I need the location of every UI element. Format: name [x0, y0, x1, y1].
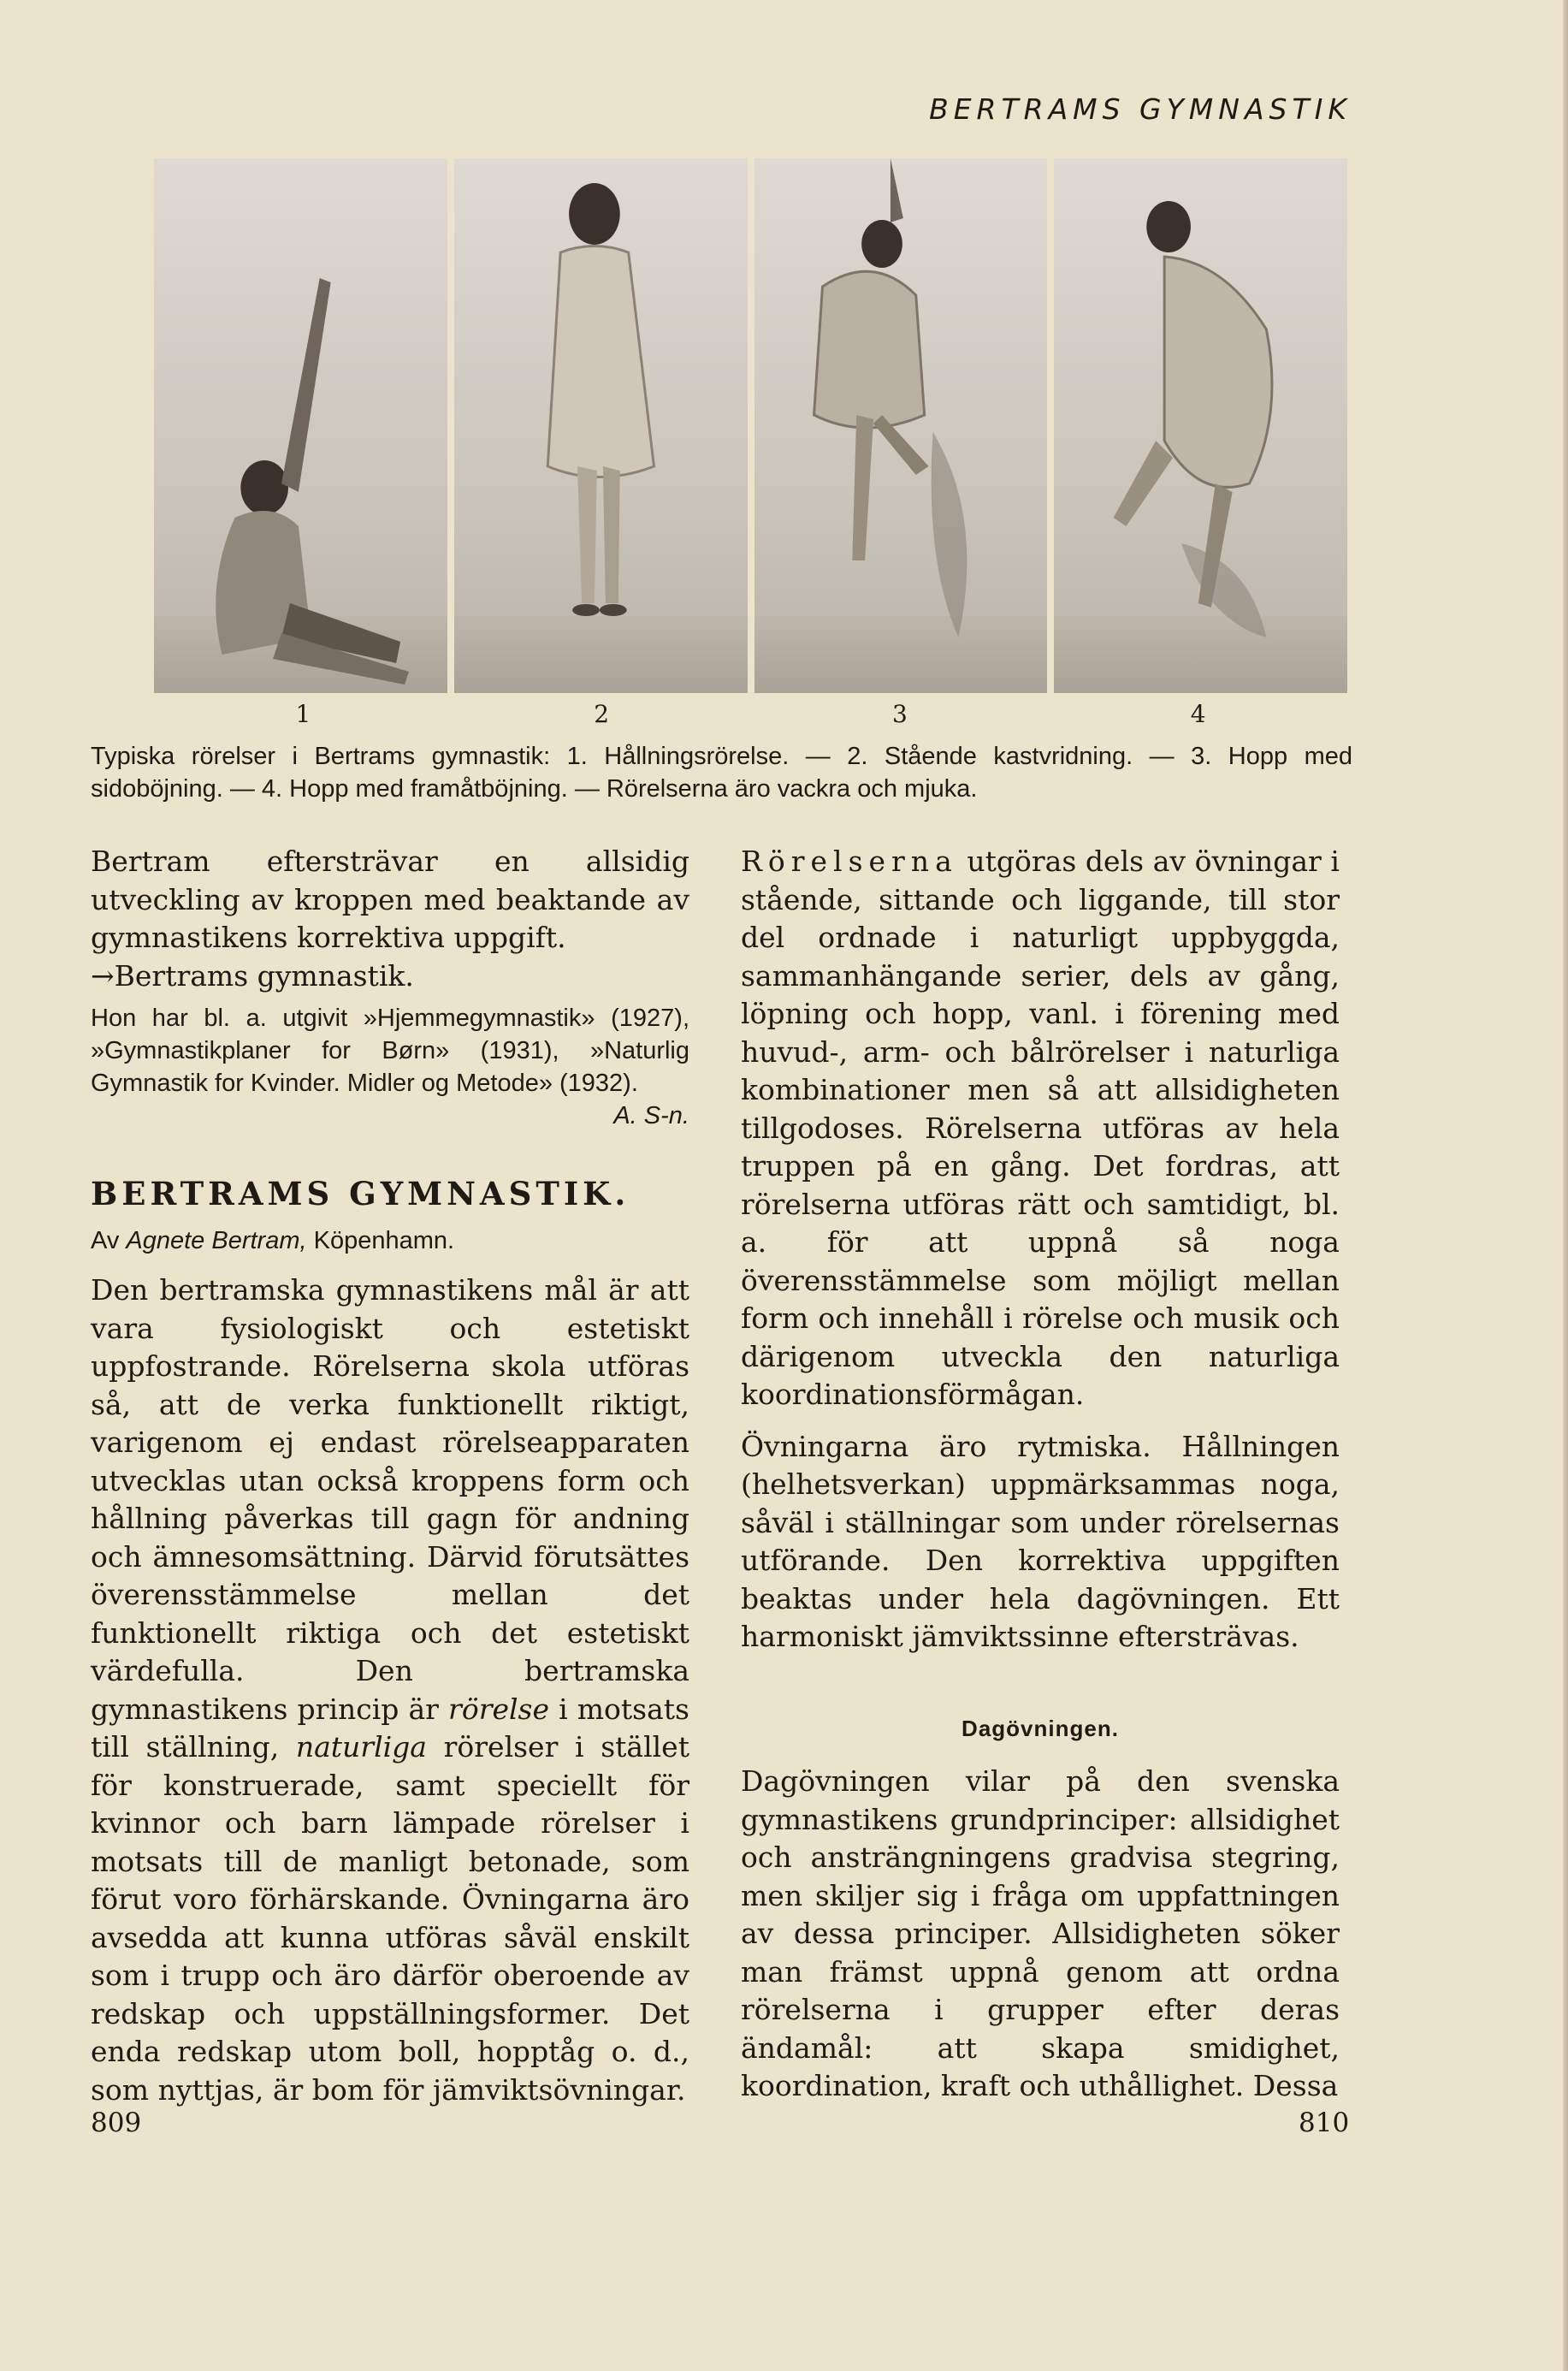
photo-strip [154, 158, 1347, 693]
movements-text: utgöras dels av övningar i stående, sittande och liggande, till stor del ordnade i naturligt uppbyggda, sammanhängande serier, dels av gång, löpning och hopp, vanl. i förening med huvud-, arm- och bålrörelser i naturliga kombinationer men så att allsidigheten tillgodoses. Rörelserna utföras av hela truppen på en gång. Det fordras, att rörelserna utföras rätt och samtidigt, bl. a. för att uppnå så noga överensstämmelse som möjligt mellan form och innehåll i rörelse och musik och därigenom utveckla den naturliga koordinationsförmågan. [741, 845, 1340, 1411]
jumping-figure-illustration [754, 158, 1048, 693]
byline-author: Agnete Bertram, [126, 1226, 307, 1254]
crossref-link[interactable]: →Bertrams gymnastik. [91, 958, 414, 993]
photo-number-4: 4 [1190, 700, 1206, 728]
body-text-2: i motsats till ställning, [91, 1692, 689, 1763]
photo-number-3: 3 [891, 700, 908, 728]
page-edge [1563, 0, 1568, 2371]
photo-caption: Typiska rörelser i Bertrams gymnastik: 1. Hållningsrörelse. — 2. Stående kastvridning. — 3. Hopp med sidoböjning. — 4. Hopp med framåtböjning. — Rörelserna äro vackra och mjuka. [91, 743, 1352, 803]
byline [91, 1222, 689, 1260]
movements-paragraph [741, 843, 1340, 1414]
seated-figure-illustration [154, 158, 447, 693]
body-paragraph [91, 1271, 689, 2109]
byline-prefix: Av [91, 1226, 120, 1254]
running-head: BERTRAMS GYMNASTIK [929, 92, 1352, 126]
section-subhead: Dagövningen. [962, 1715, 1119, 1741]
byline-place: Köpenhamn. [313, 1226, 455, 1254]
intro-paragraph: Bertram eftersträvar en allsidig utveckling av kroppen med beaktande av gymnastikens korrektiva uppgift. [91, 845, 689, 954]
works-paragraph: Hon har bl. a. utgivit »Hjemmegymnastik» (1927), »Gymnastikplaner for Børn» (1931), »Naturlig Gymnastik for Kvinder. Midler og Metode» (1932). [91, 1005, 689, 1097]
body-emphasis-rorelse: rörelse [448, 1692, 550, 1726]
lead-word: Rörelserna [741, 845, 958, 878]
rhythm-paragraph: Övningarna äro rytmiska. Hållningen (helhetsverkan) uppmärksammas noga, såväl i ställningar som under rörelsernas utförande. Den korrektiva uppgiften beaktas under hela dagövningen. Ett harmoniskt jämviktssinne eftersträvas. [741, 1429, 1340, 1653]
body-emphasis-naturliga: naturliga [295, 1730, 427, 1763]
article-title: BERTRAMS GYMNASTIK. [91, 1175, 630, 1212]
left-column [91, 843, 689, 2109]
jumping-forward-figure-illustration [1054, 158, 1347, 693]
standing-figure-illustration [454, 158, 748, 693]
signature-row [91, 1100, 689, 1132]
signature: A. S-n. [613, 1102, 689, 1129]
photo-4-jumping-forward-figure [1054, 158, 1347, 693]
photo-2-standing-figure [454, 158, 748, 693]
photo-number-2: 2 [594, 700, 610, 728]
page-number-left: 809 [91, 2107, 142, 2138]
photo-3-jumping-figure [754, 158, 1048, 693]
right-column [741, 843, 1340, 2106]
photo-numbers [154, 700, 1347, 734]
body-text-3: rörelser i stället för konstruerade, samt speciellt för kvinnor och barn lämpade rörelser i motsats till de manligt betonade, som förut voro förhärskande. Övningarna äro avsedda att kunna utföras såväl enskilt som i trupp och äro därför oberoende av redskap och uppställningsformer. Det enda redskap utom boll, hopptåg o. d., som nyttjas, är bom för jämviktsövningar. [91, 1730, 689, 2107]
body-text-1: Den bertramska gymnastikens mål är att vara fysiologiskt och estetiskt uppfostrande. Rörelserna skola utföras så, att de verka funktionellt riktigt, varigenom ej endast rörelseapparaten utvecklas utan också kroppens form och hållning påverkas till gagn för andning och ämnesomsättning. Därvid förutsättes överensstämmelse mellan det funktionellt riktiga och det estetiskt värdefulla. Den bertramska gymnastikens princip är [91, 1273, 689, 1726]
photo-number-1: 1 [295, 700, 311, 728]
photo-1-seated-figure [154, 158, 447, 693]
dagovning-paragraph: Dagövningen vilar på den svenska gymnastikens grundprinciper: allsidighet och ansträngningens gradvisa stegring, men skiljer sig i fråga om uppfattningen av dessa principer. Allsidigheten söker man främst uppnå genom att ordna rörelserna i grupper efter deras ändamål: att skapa smidighet, koordination, kraft och uthållighet. Dessa [741, 1764, 1340, 2102]
page-number-right: 810 [1299, 2107, 1350, 2138]
